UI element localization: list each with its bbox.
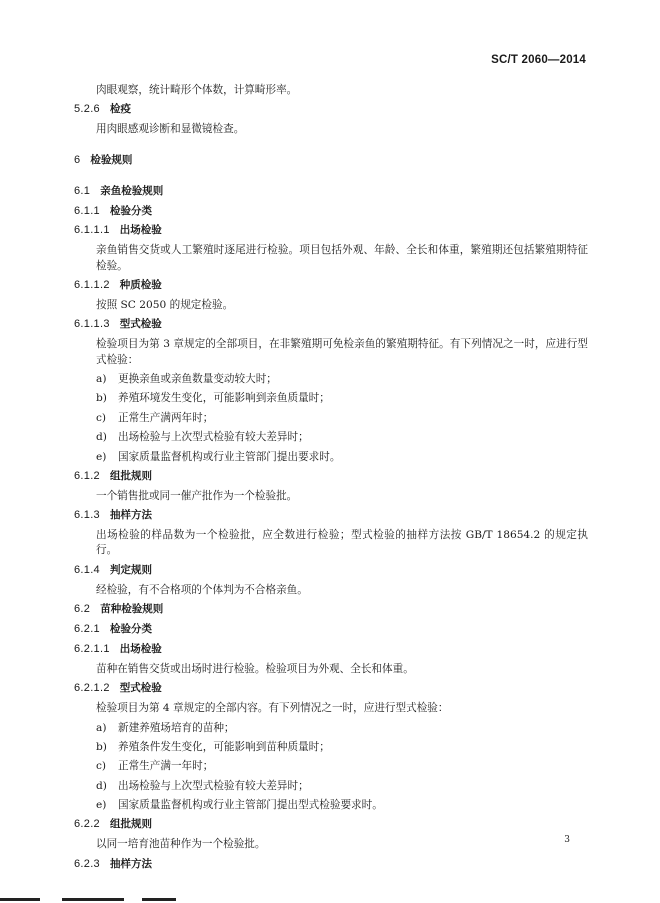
list-item: [74, 759, 588, 774]
list-item-text: 正常生产满两年时；: [118, 411, 214, 424]
section-heading: [74, 102, 588, 118]
list-marker: d): [96, 431, 107, 444]
section-number: 6.2.1: [74, 623, 100, 636]
section-heading: [74, 857, 588, 873]
section-heading: [74, 817, 588, 833]
list-item-text: 正常生产满一年时；: [118, 760, 214, 773]
section-title: 检验分类: [109, 204, 152, 217]
section-heading: [74, 153, 588, 169]
section-number: 6.2.3: [74, 857, 100, 870]
section-number: 6.1.1: [74, 204, 100, 217]
list-item-text: 新建养殖场培育的苗种；: [118, 721, 235, 734]
paragraph: 检验项目为第 3 章规定的全部项目，在非繁殖期可免检亲鱼的繁殖期特征。有下列情况之一时，应进行型式检验：: [96, 338, 588, 366]
section-title: 检疫: [109, 103, 131, 116]
section-title: 出场检验: [119, 224, 162, 237]
scan-edge-marks: [0, 893, 660, 903]
section-gap: [74, 173, 588, 180]
section-title: 型式检验: [119, 318, 162, 331]
section-number: 6: [74, 153, 81, 166]
section-title: 检验规则: [90, 153, 133, 166]
section-title: 苗种检验规则: [100, 603, 164, 616]
section-title: 组批规则: [109, 818, 152, 831]
paragraph: 出场检验的样品数为一个检验批，应全数进行检验；型式检验的抽样方法按 GB/T 18654.2 的规定执行。: [96, 529, 588, 557]
paragraph: 按照 SC 2050 的规定检验。: [96, 299, 234, 312]
paragraph: 以同一培育池苗种作为一个检验批。: [96, 838, 266, 851]
section-number: 6.1: [74, 184, 91, 197]
section-title: 判定规则: [109, 563, 152, 576]
list-marker: a): [96, 373, 107, 386]
document-body: [74, 83, 588, 877]
section-heading: [74, 204, 588, 220]
list-item: [74, 430, 588, 445]
section-number: 6.1.1.3: [74, 318, 110, 331]
paragraph: 用肉眼感观诊断和显微镜检查。: [96, 123, 245, 136]
section-title: 型式检验: [119, 682, 162, 695]
section-number: 6.1.2: [74, 469, 100, 482]
list-item: [74, 411, 588, 426]
list-marker: c): [96, 760, 107, 773]
section-title: 组批规则: [109, 469, 152, 482]
standard-code: SC/T 2060—2014: [491, 54, 586, 66]
section-number: 6.1.1.2: [74, 279, 110, 292]
list-marker: e): [96, 799, 107, 812]
list-marker: b): [96, 392, 107, 405]
list-item: [74, 798, 588, 813]
section-gap: [74, 142, 588, 149]
list-item-text: 国家质量监督机构或行业主管部门提出要求时。: [118, 450, 341, 463]
list-marker: e): [96, 450, 107, 463]
list-marker: d): [96, 779, 107, 792]
list-item-text: 养殖条件发生变化，可能影响到苗种质量时；: [118, 740, 330, 753]
list-item: [74, 391, 588, 406]
section-title: 出场检验: [119, 643, 162, 655]
paragraph: 检验项目为第 4 章规定的全部内容。有下列情况之一时，应进行型式检验：: [96, 702, 449, 715]
section-heading: [74, 469, 588, 485]
section-title: 检验分类: [109, 623, 152, 636]
paragraph: 经检验，有不合格项的个体判为不合格亲鱼。: [96, 583, 308, 596]
section-number: 6.1.4: [74, 563, 100, 576]
list-marker: a): [96, 721, 107, 734]
paragraph: 一个销售批或同一催产批作为一个检验批。: [96, 489, 298, 502]
section-number: 5.2.6: [74, 103, 100, 116]
page-number: 3: [564, 835, 570, 845]
section-heading: [74, 622, 588, 638]
paragraph: 肉眼观察，统计畸形个体数，计算畸形率。: [96, 84, 298, 96]
section-heading: [74, 317, 588, 333]
section-number: 6.2: [74, 603, 91, 616]
paragraph: 苗种在销售交货或出场时进行检验。检验项目为外观、全长和体重。: [96, 662, 414, 675]
section-title: 抽样方法: [109, 509, 152, 522]
list-marker: b): [96, 740, 107, 753]
list-item-text: 养殖环境发生变化，可能影响到亲鱼质量时；: [118, 392, 330, 405]
list-item: [74, 779, 588, 794]
list-marker: c): [96, 411, 107, 424]
section-heading: [74, 602, 588, 618]
section-title: 种质检验: [119, 279, 162, 292]
section-heading: [74, 184, 588, 200]
section-heading: [74, 563, 588, 579]
section-number: 6.2.1.1: [74, 643, 110, 655]
section-heading: [74, 508, 588, 524]
section-number: 6.1.1.1: [74, 224, 110, 237]
paragraph: 亲鱼销售交货或人工繁殖时逐尾进行检验。项目包括外观、年龄、全长和体重，繁殖期还包括繁殖期特征检验。: [96, 244, 588, 272]
section-heading: [74, 642, 588, 658]
list-item: [74, 372, 588, 387]
section-heading: [74, 223, 588, 239]
list-item-text: 出场检验与上次型式检验有较大差异时；: [118, 779, 309, 792]
list-item-text: 出场检验与上次型式检验有较大差异时；: [118, 431, 309, 444]
list-item-text: 国家质量监督机构或行业主管部门提出型式检验要求时。: [118, 799, 383, 812]
section-heading: [74, 681, 588, 697]
list-item: [74, 721, 588, 736]
section-number: 6.2.2: [74, 818, 100, 831]
section-title: 抽样方法: [109, 857, 152, 870]
section-number: 6.1.3: [74, 509, 100, 522]
section-title: 亲鱼检验规则: [100, 184, 164, 197]
list-item-text: 更换亲鱼或亲鱼数量变动较大时；: [118, 373, 277, 386]
section-heading: [74, 278, 588, 294]
list-item: [74, 740, 588, 755]
list-item: [74, 450, 588, 465]
section-number: 6.2.1.2: [74, 682, 110, 695]
